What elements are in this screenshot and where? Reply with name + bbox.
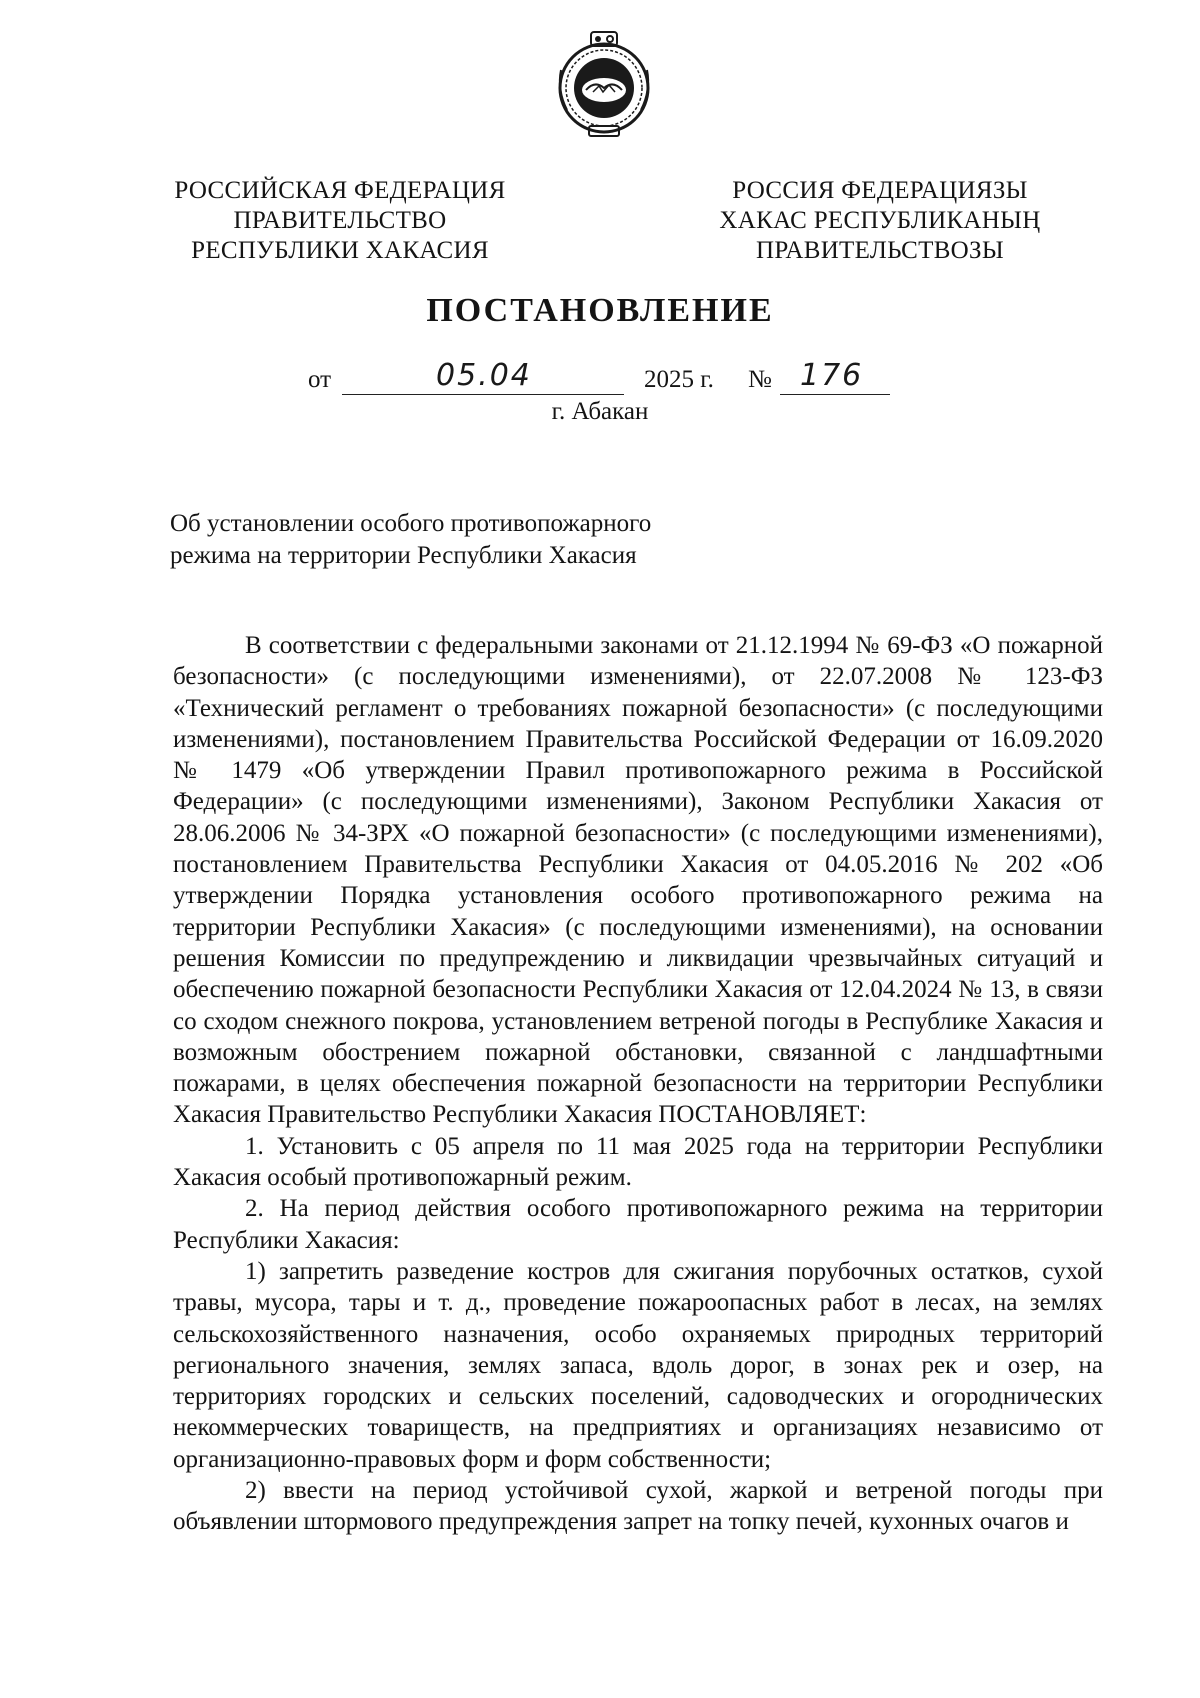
header-right [700, 176, 1060, 266]
number-prefix: № [748, 366, 772, 393]
item-2-paragraph: 2. На период действия особого противопожарного режима на территории Республики Хакасия: [173, 1195, 1103, 1254]
header-right-line: ХАКАС РЕСПУБЛИКАНЫҢ [719, 207, 1041, 234]
handwritten-date: 05.04 [436, 358, 532, 393]
item-2-2-paragraph: 2) ввести на период устойчивой сухой, жаркой и ветреной погоды при объявлении штормового предупреждения запрет на топку печей, кухонных очагов и [173, 1477, 1103, 1536]
item-1-paragraph: 1. Установить с 05 апреля по 11 мая 2025 года на территории Республики Хакасия особый противопожарный режим. [173, 1132, 1103, 1192]
header-left-line: РЕСПУБЛИКИ ХАКАСИЯ [191, 237, 489, 264]
year-label: 2025 г. [644, 366, 714, 393]
document-type-title: ПОСТАНОВЛЕНИЕ [426, 292, 774, 329]
header-right-line: РОССИЯ ФЕДЕРАЦИЯЗЫ [732, 177, 1028, 204]
header-left-line: РОССИЙСКАЯ ФЕДЕРАЦИЯ [174, 177, 506, 204]
coat-of-arms-icon [553, 30, 655, 140]
subject-line: Об установлении особого противопожарного [170, 510, 652, 537]
subject-line: режима на территории Республики Хакасия [170, 542, 637, 569]
handwritten-number: 176 [800, 358, 864, 393]
document-subject [170, 508, 651, 572]
header-left [160, 176, 520, 266]
header-right-line: ПРАВИТЕЛЬСТВОЗЫ [756, 237, 1004, 264]
city: г. Абакан [551, 398, 649, 425]
item-2-1-paragraph: 1) запретить разведение костров для сжигания порубочных остатков, сухой травы, мусора, тары и т. д., проведение пожароопасных работ в лесах, на землях сельскохозяйственного назначения, особо охраняемых природных территорий регионального значения, землях запаса, вдоль дорог, в зонах рек и озер, на территориях городских и сельских поселений, садоводческих и огороднических некоммерческих товариществ, на предприятиях и организациях независимо от организационно-правовых форм и форм собственности; [173, 1257, 1103, 1473]
header-left-line: ПРАВИТЕЛЬСТВО [233, 207, 447, 234]
document-body [173, 630, 1103, 1538]
date-prefix: от [308, 366, 332, 393]
preamble-paragraph: В соответствии с федеральными законами от 21.12.1994 № 69-ФЗ «О пожарной безопасности» (с последующими изменениями), от 22.07.2008 № 123-ФЗ «Технический регламент о требованиях пожарной безопасности» (с последующими изменениями), постановлением Правительства Российской Федерации от 16.09.2020 № 1479 «Об утверждении Правил противопожарного режима в Российской Федерации» (с последующими изменениями), Законом Республики Хакасия от 28.06.2006 № 34-ЗРХ «О пожарной безопасности» (с последующими изменениями), постановлением Правительства Республики Хакасия от 04.05.2016 № 202 «Об утверждении Порядка установления особого противопожарного режима на территории Республики Хакасия» (с последующими изменениями), на основании решения Комиссии по предупреждению и ликвидации чрезвычайных ситуаций и обеспечению пожарной безопасности Республики Хакасия от 12.04.2024 № 13, в связи со сходом снежного покрова, установлением ветреной погоды в Республике Хакасия и возможным обострением пожарной обстановки, связанной с ландшафтными пожарами, в целях обеспечения пожарной безопасности на территории Республики Хакасия Правительство Республики Хакасия ПОСТАНОВЛЯЕТ: [173, 632, 1103, 1129]
